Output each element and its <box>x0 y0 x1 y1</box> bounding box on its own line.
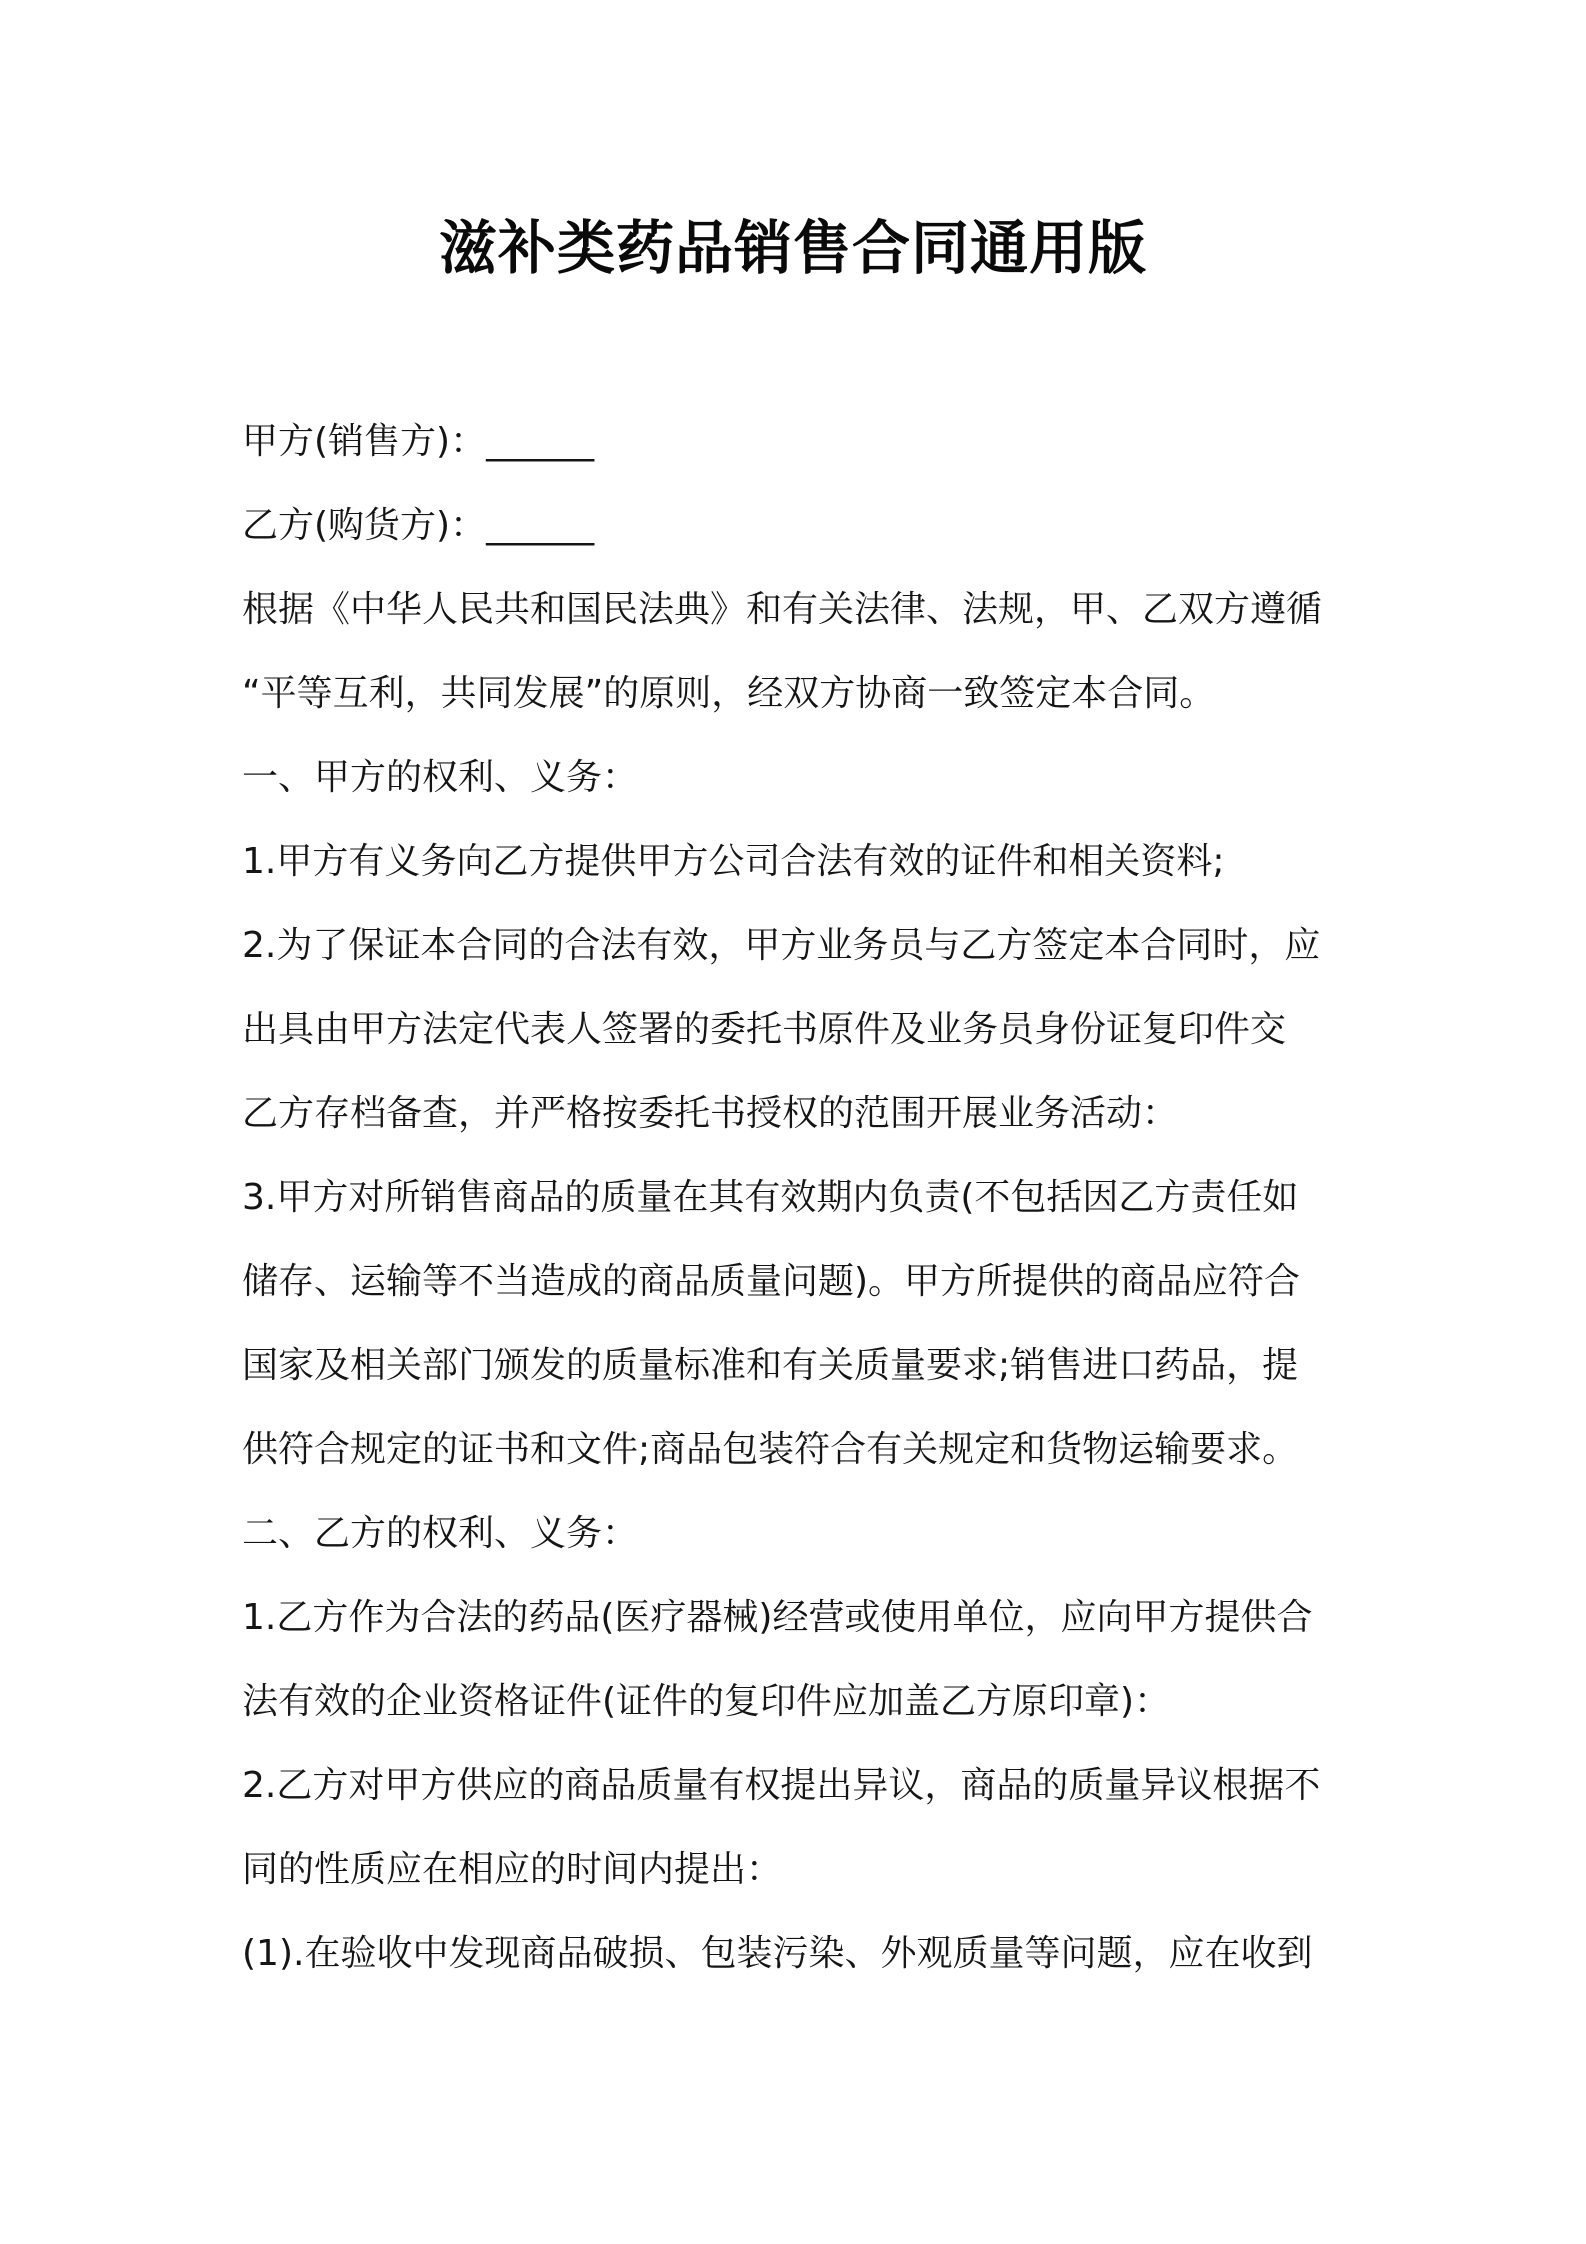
preamble-line-2: “平等互利，共同发展”的原则，经双方协商一致签定本合同。 <box>242 673 1216 714</box>
clause-1-3-line-3: 国家及相关部门颁发的质量标准和有关质量要求;销售进口药品，提 <box>242 1345 1299 1386</box>
clause-2-2-line-2: 同的性质应在相应的时间内提出： <box>242 1849 783 1890</box>
document-body <box>242 400 1362 1996</box>
clause-1-2-line-3: 乙方存档备查，并严格按委托书授权的范围开展业务活动： <box>242 1093 1179 1134</box>
clause-1-2-line-1: 2.为了保证本合同的合法有效，甲方业务员与乙方签定本合同时，应 <box>242 925 1321 966</box>
party-b-line: 乙方(购货方)：______ <box>242 505 595 546</box>
clause-1-3-line-4: 供符合规定的证书和文件;商品包装符合有关规定和货物运输要求。 <box>242 1429 1299 1470</box>
section-heading-2: 二、乙方的权利、义务： <box>242 1513 639 1554</box>
clause-1-2-line-2: 出具由甲方法定代表人签署的委托书原件及业务员身份证复印件交 <box>242 1009 1287 1050</box>
document-title: 滋补类药品销售合同通用版 <box>438 214 1147 282</box>
clause-1-1: 1.甲方有义务向乙方提供甲方公司合法有效的证件和相关资料; <box>242 841 1225 882</box>
clause-2-2-line-1: 2.乙方对甲方供应的商品质量有权提出异议，商品的质量异议根据不 <box>242 1765 1321 1806</box>
subclause-2-2-1: (1).在验收中发现商品破损、包装污染、外观质量等问题，应在收到 <box>242 1933 1313 1974</box>
preamble-line-1: 根据《中华人民共和国民法典》和有关法律、法规，甲、乙双方遵循 <box>242 589 1323 630</box>
party-a-line: 甲方(销售方)：______ <box>242 421 595 462</box>
clause-1-3-line-1: 3.甲方对所销售商品的质量在其有效期内负责(不包括因乙方责任如 <box>242 1177 1299 1218</box>
section-heading-1: 一、甲方的权利、义务： <box>242 757 639 798</box>
clause-2-1-line-2: 法有效的企业资格证件(证件的复印件应加盖乙方原印章)： <box>242 1681 1171 1722</box>
clause-2-1-line-1: 1.乙方作为合法的药品(医疗器械)经营或使用单位，应向甲方提供合 <box>242 1597 1313 1638</box>
clause-1-3-line-2: 储存、运输等不当造成的商品质量问题)。甲方所提供的商品应符合 <box>242 1261 1301 1302</box>
